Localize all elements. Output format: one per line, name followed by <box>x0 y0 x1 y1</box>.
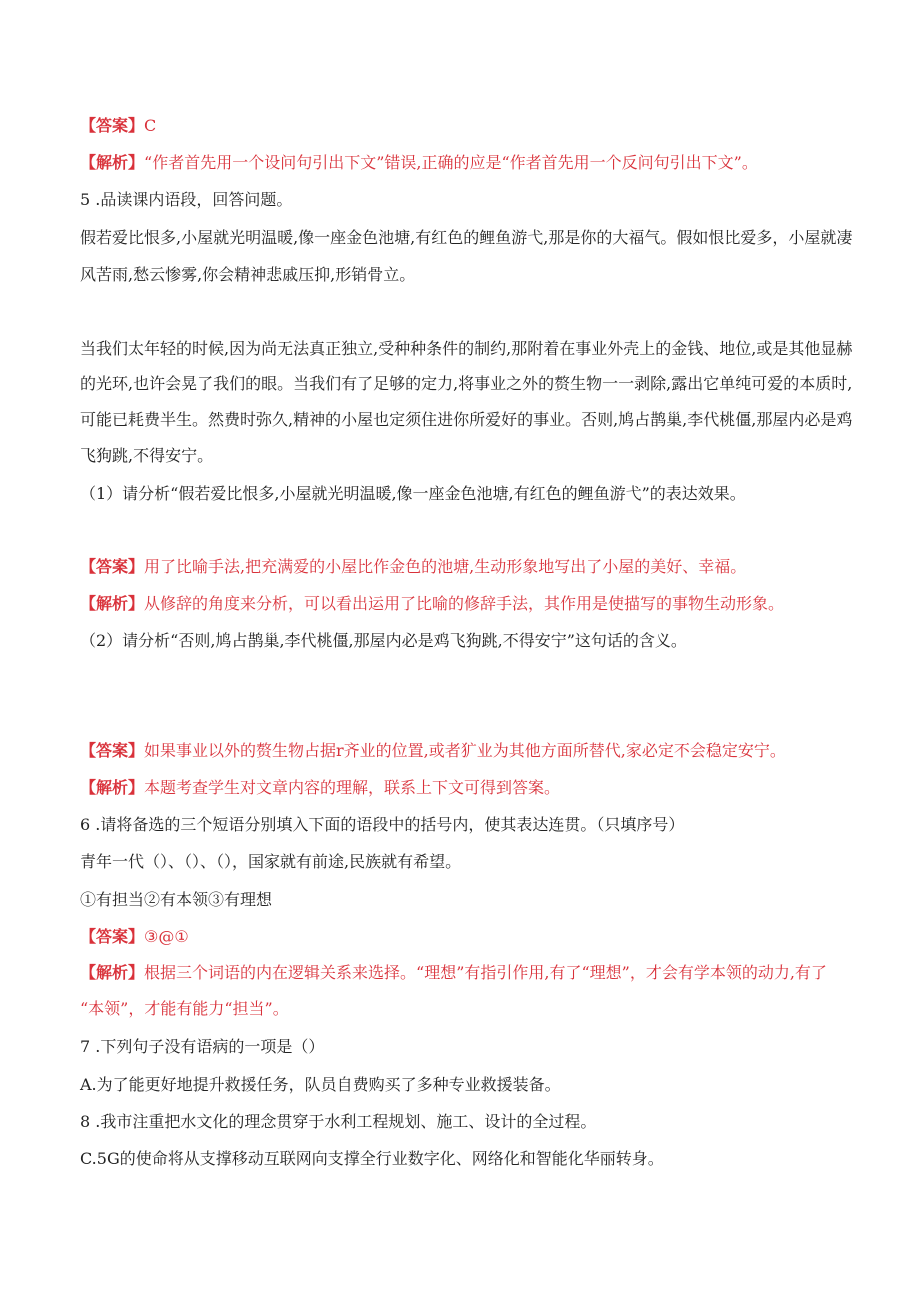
answer-tag: 【答案】 <box>80 927 145 946</box>
q5-title: 5 .品读课内语段，回答问题。 <box>80 190 293 209</box>
q5-sub2-analysis: 【解析】本题考查学生对文章内容的理解，联系上下文可得到答案。 <box>80 778 561 797</box>
q5-para2-line1: 当我们太年轻的时候,因为尚无法真正独立,受种种条件的制约,那附着在事业外壳上的金钱、地位,或是其他显赫 <box>80 339 853 358</box>
q5-para2-line2: 的光环,也许会晃了我们的眼。当我们有了足够的定力,将事业之外的赘生物一一剥除,露出它单纯可爱的本质时, <box>80 374 853 393</box>
q5-sub2-question: （2）请分析“否则,鸠占鹊巢,李代桃僵,那屋内必是鸡飞狗跳,不得安宁”这句话的含义。 <box>80 631 687 650</box>
q6-answer: 【答案】③@① <box>80 927 189 946</box>
q5-para2-line3: 可能已耗费半生。然费时弥久,精神的小屋也定须住进你所爱好的事业。否则,鸠占鹊巢,李代桃僵,那屋内必是鸡 <box>80 410 853 429</box>
q5-sub1-answer: 【答案】用了比喻手法,把充满爱的小屋比作金色的池塘,生动形象地写出了小屋的美好、幸福。 <box>80 557 747 576</box>
q6-title: 6 .请将备选的三个短语分别填入下面的语段中的括号内，使其表达连贯。（只填序号） <box>80 815 685 834</box>
analysis-tag: 【解析】 <box>80 963 145 982</box>
q6-options: ①有担当②有本领③有理想 <box>80 890 273 909</box>
answer-tag: 【答案】 <box>80 557 145 576</box>
analysis-tag: 【解析】 <box>80 778 145 797</box>
q7-option-c: C.5G的使命将从支撑移动互联网向支撑全行业数字化、网络化和智能化华丽转身。 <box>80 1149 664 1168</box>
q7-option-a: A.为了能更好地提升救援任务，队员自费购买了多种专业救援装备。 <box>80 1075 561 1094</box>
q5-sub1-analysis: 【解析】从修辞的角度来分析，可以看出运用了比喻的修辞手法，其作用是使描写的事物生动形象。 <box>80 594 785 613</box>
q5-sub1-question: （1）请分析“假若爱比恨多,小屋就光明温暖,像一座金色池塘,有红色的鲤鱼游弋”的表达效果。 <box>80 484 746 503</box>
q4-analysis: 【解析】“作者首先用一个设问句引出下文”错误,正确的应是“作者首先用一个反问句引出下文”。 <box>80 153 758 172</box>
q7-title: 7 .下列句子没有语病的一项是（） <box>80 1037 325 1056</box>
answer-tag: 【答案】 <box>80 741 145 760</box>
q5-para1-line1: 假若爱比恨多,小屋就光明温暖,像一座金色池塘,有红色的鲤鱼游弋,那是你的大福气。假如恨比爱多，小屋就凄 <box>80 228 853 247</box>
q7-option-b: 8 .我市注重把水文化的理念贯穿于水利工程规划、施工、设计的全过程。 <box>80 1112 597 1131</box>
q5-para2-line4: 飞狗跳,不得安宁。 <box>80 446 214 465</box>
q5-para1-line2: 风苦雨,愁云惨雾,你会精神悲戚压抑,形销骨立。 <box>80 265 416 284</box>
q4-answer: 【答案】C <box>80 116 157 135</box>
q6-analysis-line1: 【解析】根据三个词语的内在逻辑关系来选择。“理想”有指引作用,有了“理想”，才会有学本领的动力,有了 <box>80 963 827 982</box>
analysis-tag: 【解析】 <box>80 594 145 613</box>
analysis-tag: 【解析】 <box>80 153 145 172</box>
q6-sentence: 青年一代（）、（）、（），国家就有前途,民族就有希望。 <box>80 852 462 871</box>
q5-sub2-answer: 【答案】如果事业以外的赘生物占据r齐业的位置,或者犷业为其他方面所替代,家必定不会稳定安宁。 <box>80 741 786 760</box>
answer-tag: 【答案】 <box>80 116 145 135</box>
q6-analysis-line2: “本领”，才能有能力“担当”。 <box>80 999 289 1018</box>
